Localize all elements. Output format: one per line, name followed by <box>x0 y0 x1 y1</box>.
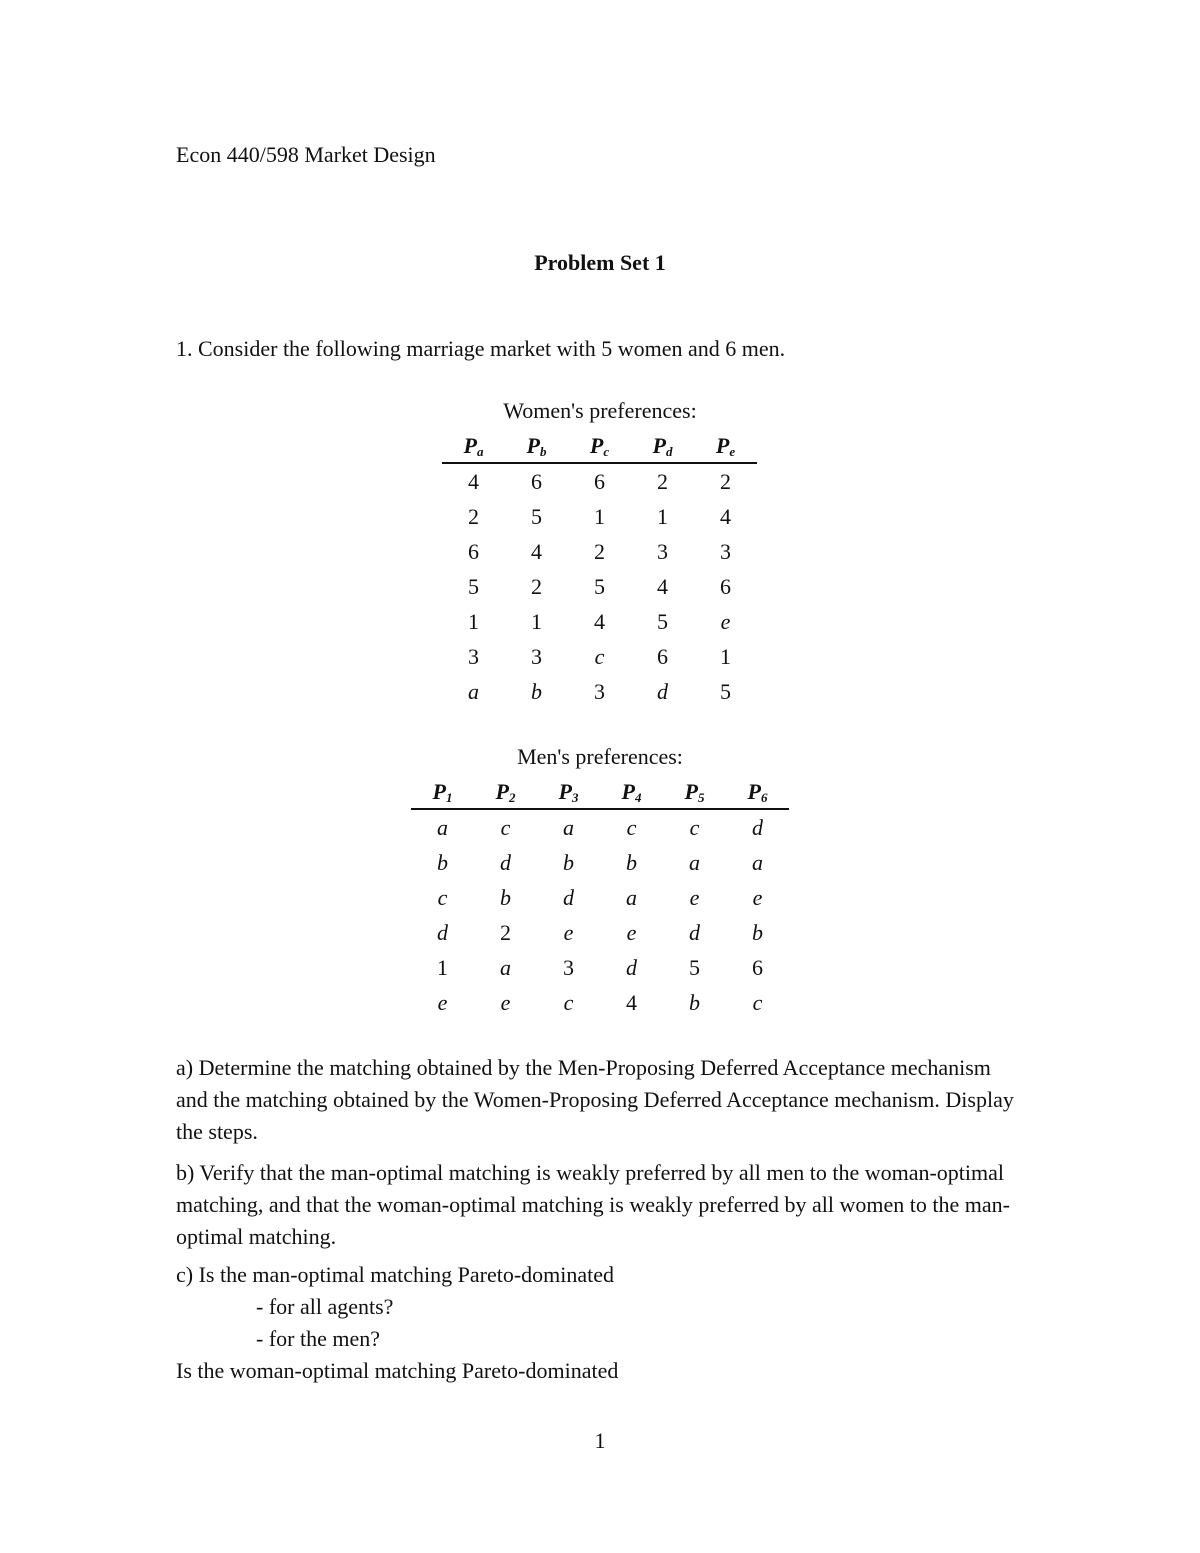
women-preference-cell: 4 <box>594 608 605 634</box>
women-preferences-table <box>442 430 757 709</box>
men-preference-cell: e <box>752 884 763 910</box>
men-preference-cell: c <box>500 814 511 840</box>
women-column-header: $P_d$ <box>631 430 694 463</box>
men-preference-cell: c <box>437 884 448 910</box>
women-preference-cell: 3 <box>657 538 668 564</box>
women-preference-row <box>442 569 757 604</box>
page-number: 1 <box>594 1428 606 1453</box>
part-c-item: - for the men? <box>256 1326 380 1351</box>
part-b-text: b) Verify that the man-optimal matching is weakly preferred by all men to the woman-optimal matching, and that the woman-optimal matching is weakly preferred by all women to the man-optimal matching. <box>176 1160 1010 1249</box>
women-preference-cell: 1 <box>720 643 731 669</box>
women-preference-cell: 4 <box>657 573 668 599</box>
men-preference-row <box>411 915 789 950</box>
women-preference-cell: 6 <box>657 643 668 669</box>
men-preference-cell: 6 <box>752 954 763 980</box>
men-preference-cell: 4 <box>626 989 637 1015</box>
women-preference-cell: c <box>594 643 605 669</box>
men-preference-row <box>411 845 789 880</box>
men-preference-cell: d <box>689 919 700 945</box>
women-preference-cell: e <box>720 608 731 634</box>
women-preferences-caption: Women's preferences: <box>503 398 697 423</box>
men-preference-cell: d <box>626 954 637 980</box>
women-preference-cell: 3 <box>594 678 605 704</box>
men-preference-cell: a <box>626 884 637 910</box>
women-column-header: $P_c$ <box>568 430 631 463</box>
men-preference-cell: c <box>626 814 637 840</box>
women-preference-cell: 4 <box>468 468 479 494</box>
part-c-text: c) Is the man-optimal matching Pareto-dominated <box>176 1262 615 1287</box>
men-preference-cell: b <box>752 919 763 945</box>
men-preference-cell: d <box>563 884 574 910</box>
women-column-header: $P_e$ <box>694 430 757 463</box>
men-preference-cell: e <box>626 919 637 945</box>
women-preference-cell: 2 <box>720 468 731 494</box>
women-preference-cell: 4 <box>720 503 731 529</box>
men-preference-row <box>411 950 789 985</box>
question-1-intro: 1. Consider the following marriage market with 5 women and 6 men. <box>176 336 786 361</box>
women-preference-cell: 5 <box>720 678 731 704</box>
women-preference-cell: b <box>531 678 542 704</box>
women-preference-cell: 2 <box>531 573 542 599</box>
women-preference-cell: 6 <box>594 468 605 494</box>
women-preference-cell: 4 <box>531 538 542 564</box>
women-preference-cell: 5 <box>531 503 542 529</box>
men-preference-row <box>411 809 789 845</box>
men-preferences-caption: Men's preferences: <box>517 744 683 769</box>
men-preference-cell: e <box>437 989 448 1015</box>
women-preference-cell: 3 <box>468 643 479 669</box>
men-preference-cell: b <box>563 849 574 875</box>
men-column-header: $P_3$ <box>537 776 600 809</box>
women-preference-cell: 2 <box>657 468 668 494</box>
men-preference-cell: c <box>563 989 574 1015</box>
women-preference-row <box>442 639 757 674</box>
women-preference-row <box>442 604 757 639</box>
women-preference-cell: 1 <box>594 503 605 529</box>
men-preferences-table <box>411 776 789 1020</box>
women-column-header: $P_a$ <box>442 430 505 463</box>
men-preference-cell: 2 <box>500 919 511 945</box>
part-d-text: Is the woman-optimal matching Pareto-dominated <box>176 1358 619 1383</box>
men-preference-cell: e <box>563 919 574 945</box>
men-preference-cell: b <box>626 849 637 875</box>
part-c-item: - for all agents? <box>256 1294 394 1319</box>
women-preference-cell: 6 <box>531 468 542 494</box>
women-preference-cell: 6 <box>720 573 731 599</box>
men-preference-cell: b <box>437 849 448 875</box>
men-preference-cell: a <box>437 814 448 840</box>
women-column-header: $P_b$ <box>505 430 568 463</box>
page-title: Problem Set 1 <box>534 250 666 275</box>
women-preference-cell: 1 <box>657 503 668 529</box>
men-preference-cell: d <box>437 919 448 945</box>
women-preference-cell: 1 <box>531 608 542 634</box>
men-preference-cell: c <box>689 814 700 840</box>
men-preference-cell: b <box>689 989 700 1015</box>
men-column-header: $P_1$ <box>411 776 474 809</box>
women-preference-cell: 6 <box>468 538 479 564</box>
women-preference-cell: 5 <box>657 608 668 634</box>
women-preference-cell: 1 <box>468 608 479 634</box>
men-preference-cell: a <box>689 849 700 875</box>
men-preference-cell: 1 <box>437 954 448 980</box>
men-preference-cell: a <box>752 849 763 875</box>
women-preference-cell: 3 <box>531 643 542 669</box>
men-preference-cell: d <box>752 814 763 840</box>
women-preference-cell: 2 <box>468 503 479 529</box>
men-preference-cell: c <box>752 989 763 1015</box>
course-header: Econ 440/598 Market Design <box>176 142 436 167</box>
women-preference-cell: 5 <box>594 573 605 599</box>
men-preference-row <box>411 985 789 1020</box>
women-preference-row <box>442 499 757 534</box>
men-column-header: $P_4$ <box>600 776 663 809</box>
women-preference-cell: d <box>657 678 668 704</box>
men-preference-cell: e <box>689 884 700 910</box>
men-preference-row <box>411 880 789 915</box>
part-a-text: a) Determine the matching obtained by the Men-Proposing Deferred Acceptance mechanism and the matching obtained by the Women-Proposing Deferred Acceptance mechanism. Display the steps. <box>176 1055 1014 1144</box>
men-preference-cell: e <box>500 989 511 1015</box>
women-preference-cell: 5 <box>468 573 479 599</box>
men-preference-cell: d <box>500 849 511 875</box>
women-preference-row <box>442 463 757 499</box>
women-preference-cell: a <box>468 678 479 704</box>
women-preference-row <box>442 674 757 709</box>
men-column-header: $P_6$ <box>726 776 789 809</box>
women-preference-row <box>442 534 757 569</box>
men-preference-cell: b <box>500 884 511 910</box>
men-preference-cell: a <box>563 814 574 840</box>
men-preference-cell: a <box>500 954 511 980</box>
men-column-header: $P_2$ <box>474 776 537 809</box>
men-column-header: $P_5$ <box>663 776 726 809</box>
women-preference-cell: 2 <box>594 538 605 564</box>
men-preference-cell: 5 <box>689 954 700 980</box>
men-preference-cell: 3 <box>563 954 574 980</box>
women-preference-cell: 3 <box>720 538 731 564</box>
